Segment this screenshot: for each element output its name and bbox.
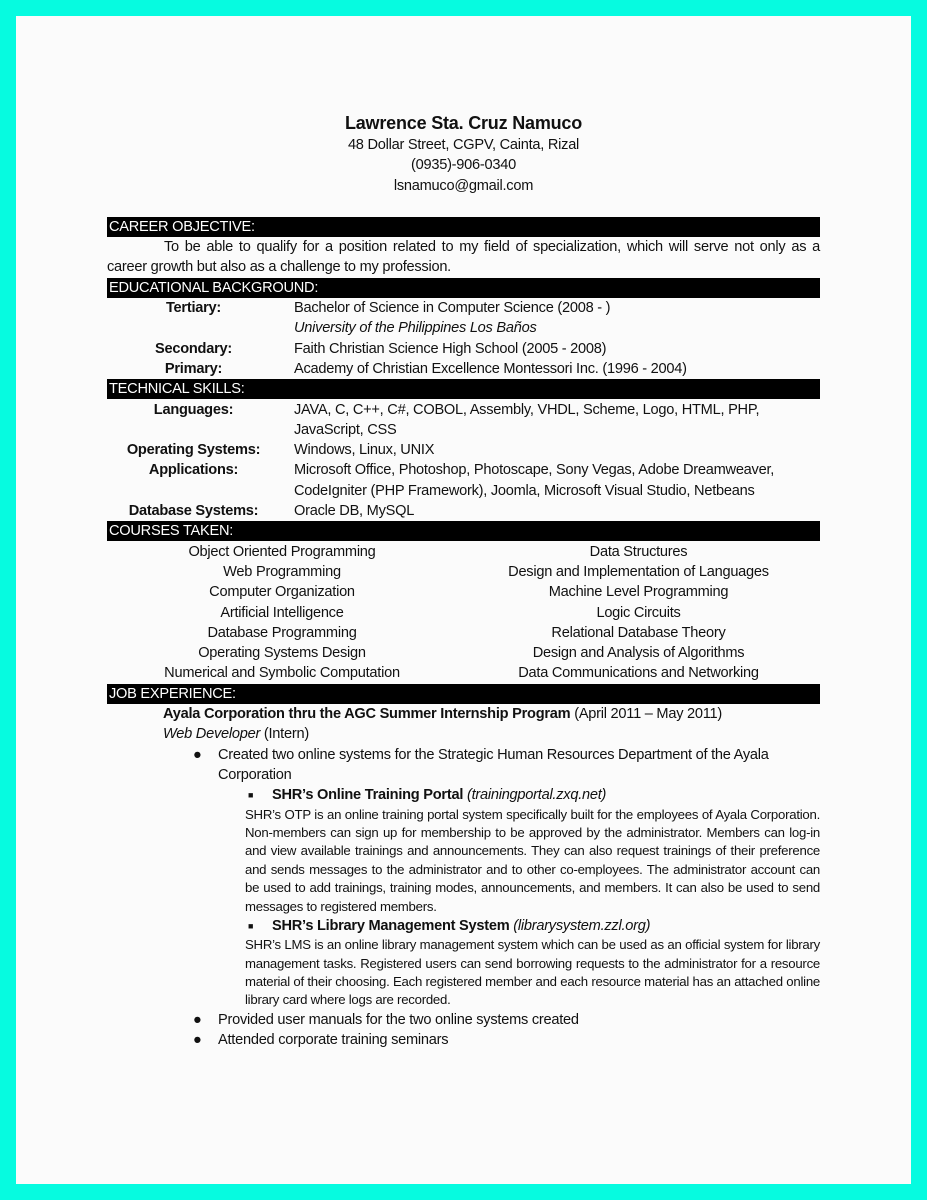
course: Logic Circuits bbox=[596, 604, 681, 621]
skill-row bbox=[107, 460, 820, 501]
course: Web Programming bbox=[223, 563, 341, 580]
course: Design and Implementation of Languages bbox=[508, 563, 769, 580]
bullet-item: ● Provided user manuals for the two online systems created bbox=[193, 1010, 820, 1030]
objective-text: To be able to qualify for a position related to my field of specialization, which will serve not only as a career growth but also as a challenge to my profession. bbox=[107, 239, 820, 276]
section-header-job: JOB EXPERIENCE: bbox=[107, 684, 820, 704]
square-bullet-icon: ■ bbox=[248, 920, 254, 931]
course: Design and Analysis of Algorithms bbox=[532, 645, 745, 662]
applicant-name: Lawrence Sta. Cruz Namuco bbox=[344, 113, 583, 133]
degree: Bachelor of Science in Computer Science (2008 - ) bbox=[294, 300, 611, 317]
bullet-icon: ● bbox=[193, 1032, 202, 1049]
school: Academy of Christian Excellence Montessori Inc. (1996 - 2004) bbox=[294, 360, 687, 377]
course: Data Structures bbox=[589, 543, 688, 560]
label: Database Systems: bbox=[128, 503, 259, 520]
education-tertiary bbox=[107, 298, 820, 339]
system-description: SHR’s OTP is an online training portal system specifically built for the employees of Ayala Corporation. Non-members can sign up for membership to be approved by the administrator. Members can log-in and view available trainings and announcements. They can also request trainings of their preference and sends messages to the administrator and to other co-employees. The administrator account can be used to add trainings, training modes, announcements, and members. It can also be used to send messages to registered members. bbox=[245, 806, 820, 914]
section-header-skills: TECHNICAL SKILLS: bbox=[107, 379, 820, 399]
course: Machine Level Programming bbox=[548, 584, 729, 601]
value: JAVA, C, C++, C#, COBOL, Assembly, VHDL, Scheme, Logo, HTML, PHP, JavaScript, CSS bbox=[294, 401, 760, 438]
subbullet-item: ■ SHR’s Library Management System (librarysystem.zzl.org) bbox=[248, 916, 820, 936]
job-entry bbox=[107, 704, 820, 785]
bullet-item: ● Attended corporate training seminars bbox=[193, 1030, 820, 1050]
label: Applications: bbox=[148, 462, 239, 479]
label: Primary: bbox=[164, 360, 223, 377]
skill-row bbox=[107, 400, 820, 441]
bullet-item: ● Created two online systems for the Strategic Human Resources Department of the Ayala Corporation bbox=[193, 745, 820, 786]
square-bullet-icon: ■ bbox=[248, 790, 254, 801]
job-dates: (April 2011 – May 2011) bbox=[574, 706, 723, 723]
section-header-courses: COURSES TAKEN: bbox=[107, 521, 820, 541]
subbullet-item: ■ SHR’s Online Training Portal (trainingportal.zxq.net) bbox=[248, 785, 820, 805]
value: Oracle DB, MySQL bbox=[294, 503, 415, 520]
label: Operating Systems: bbox=[126, 442, 261, 459]
job-role: Web Developer bbox=[163, 726, 261, 743]
bullet-icon: ● bbox=[193, 1011, 202, 1028]
course: Computer Organization bbox=[209, 584, 355, 601]
course: Database Programming bbox=[207, 624, 357, 641]
skill-row bbox=[107, 501, 820, 521]
skill-row bbox=[107, 440, 820, 460]
address: 48 Dollar Street, CGPV, Cainta, Rizal bbox=[347, 137, 580, 153]
value: Windows, Linux, UNIX bbox=[294, 442, 435, 459]
label: Secondary: bbox=[155, 340, 232, 357]
course: Numerical and Symbolic Computation bbox=[164, 665, 400, 682]
email: lsnamuco@gmail.com bbox=[393, 177, 534, 194]
course: Artificial Intelligence bbox=[220, 604, 344, 621]
role-note: (Intern) bbox=[263, 726, 309, 743]
system-description: SHR’s LMS is an online library management system which can be used as an official system for library management tasks. Registered users can send borrowing requests to the administrator for a resource material of their choosing. Each registered member and each resource material has an attached online library card where logs are recorded. bbox=[245, 937, 820, 1008]
course-list bbox=[107, 542, 820, 684]
label: Languages: bbox=[153, 401, 234, 418]
resume bbox=[107, 112, 820, 1050]
section-header-education: EDUCATIONAL BACKGROUND: bbox=[107, 278, 820, 298]
company: Ayala Corporation thru the AGC Summer Internship Program bbox=[163, 706, 571, 723]
section-header-objective: CAREER OBJECTIVE: bbox=[107, 217, 820, 237]
label: Tertiary: bbox=[165, 300, 222, 317]
education-primary bbox=[107, 359, 820, 379]
education-secondary bbox=[107, 339, 820, 359]
course: Operating Systems Design bbox=[198, 645, 366, 662]
value: Microsoft Office, Photoshop, Photoscape, Sony Vegas, Adobe Dreamweaver, CodeIgniter (PHP Framework), Joomla, Microsoft Visual Studio, Netbeans bbox=[294, 462, 775, 499]
course: Object Oriented Programming bbox=[188, 543, 376, 560]
school: University of the Philippines Los Baños bbox=[294, 320, 537, 337]
course: Relational Database Theory bbox=[551, 624, 726, 641]
school: Faith Christian Science High School (2005 - 2008) bbox=[294, 340, 607, 357]
bullet-icon: ● bbox=[193, 746, 202, 763]
phone: (0935)-906-0340 bbox=[411, 157, 516, 174]
course: Data Communications and Networking bbox=[518, 665, 759, 682]
